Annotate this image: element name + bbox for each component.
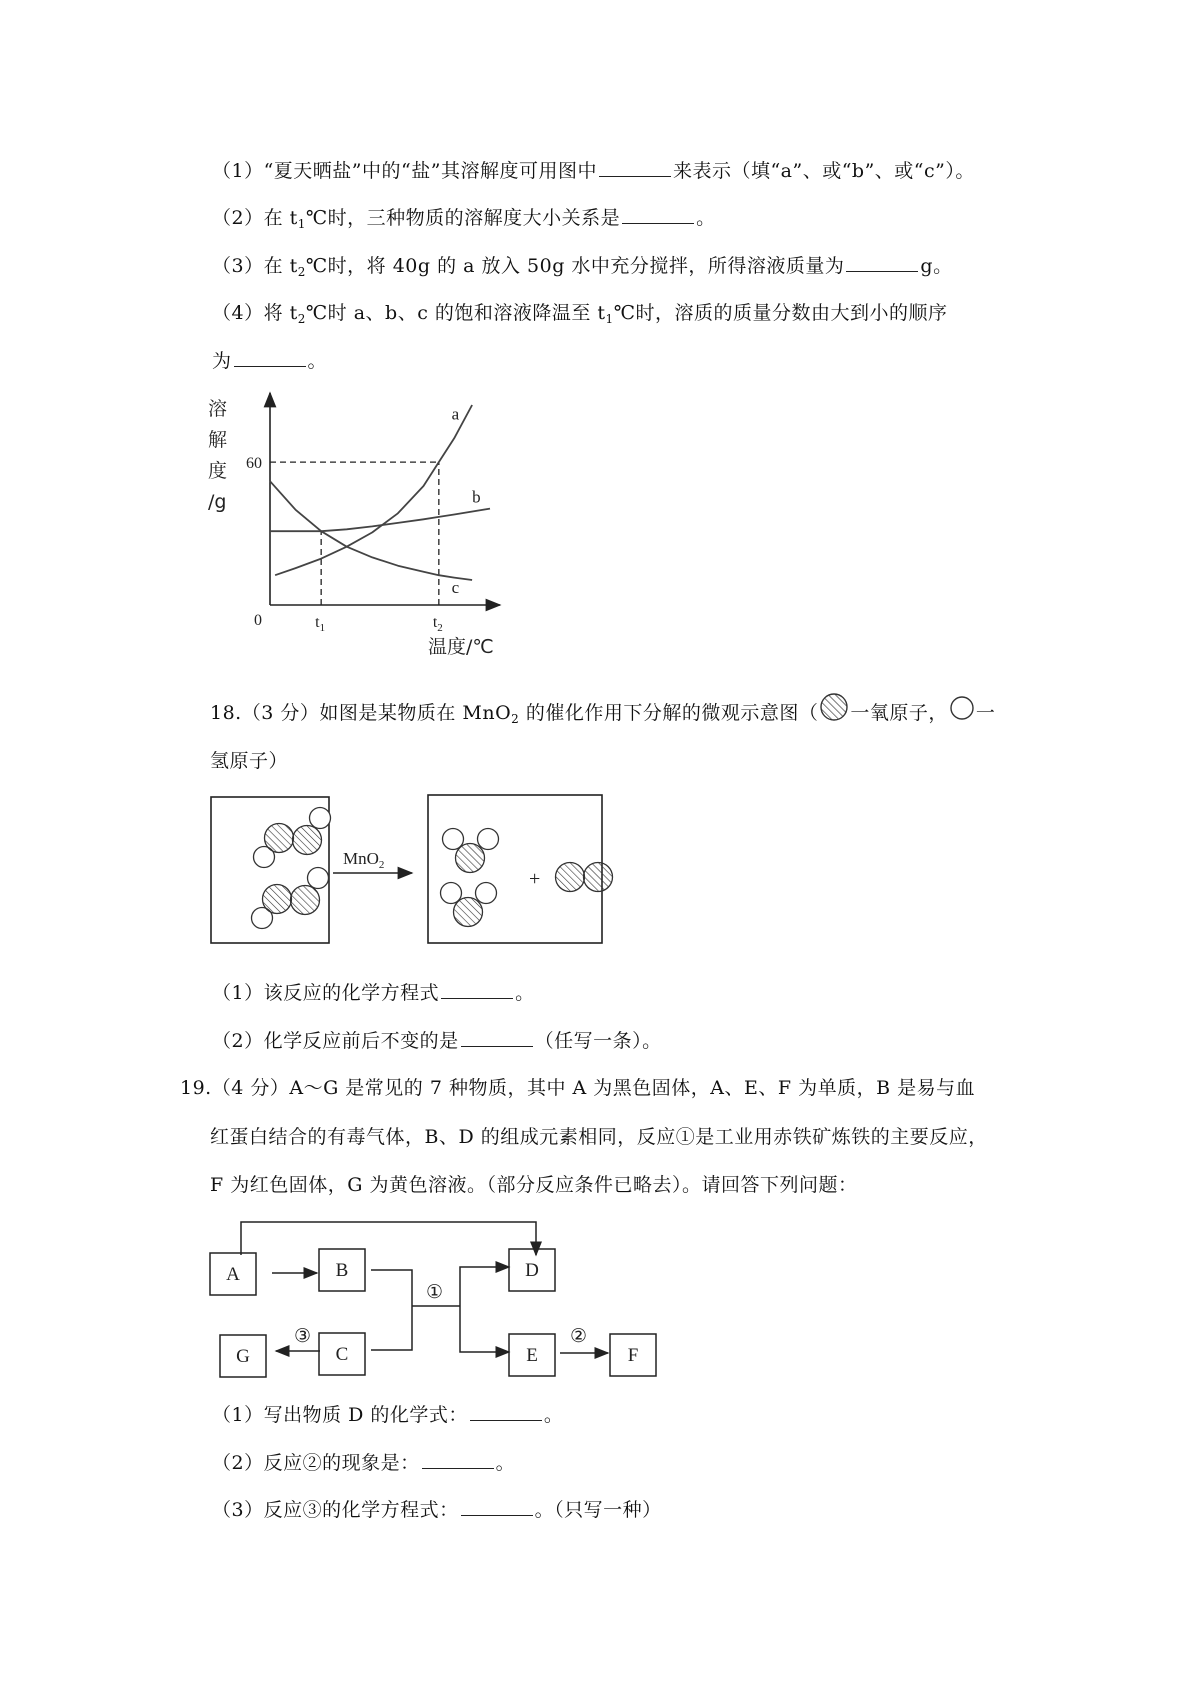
answer-blank[interactable] bbox=[441, 980, 513, 999]
q18-text: 18.（3 分）如图是某物质在 MnO bbox=[210, 702, 512, 724]
q17-sub4 bbox=[212, 300, 947, 332]
q18-text-continued: 氢原子） bbox=[210, 750, 289, 772]
box-D-label: D bbox=[525, 1260, 539, 1281]
y-tick-label: 60 bbox=[246, 455, 262, 473]
q17-sub2-suffix: 。 bbox=[696, 207, 716, 229]
q19-sub1-suffix: 。 bbox=[543, 1404, 564, 1426]
oxygen-atom bbox=[293, 826, 322, 855]
answer-blank[interactable] bbox=[234, 348, 306, 367]
reaction-3-label: ③ bbox=[294, 1325, 312, 1347]
q17-sub2-mid: ℃时，三种物质的溶解度大小关系是 bbox=[305, 207, 621, 229]
q19-text-continued: 红蛋白结合的有毒气体，B、D 的组成元素相同，反应①是工业用赤铁矿炼铁的主要反应， bbox=[210, 1126, 988, 1148]
hydrogen-atom bbox=[308, 868, 329, 889]
subscript: 2 bbox=[511, 712, 520, 726]
series-a-curve bbox=[275, 405, 472, 575]
q17-sub2-text: （2）在 t bbox=[212, 207, 298, 229]
q19-sub1 bbox=[212, 1402, 563, 1428]
q17-sub4-suffix: ℃时，溶质的质量分数由大到小的顺序 bbox=[613, 302, 948, 324]
solubility-chart bbox=[200, 390, 520, 660]
series-c-label: c bbox=[451, 578, 460, 598]
q18-line2 bbox=[210, 748, 288, 774]
hydrogen-atom-icon bbox=[948, 695, 976, 723]
q17-sub3-mid: ℃时，将 40g 的 a 放入 50g 水中充分搅拌，所得溶液质量为 bbox=[305, 255, 845, 277]
answer-blank[interactable] bbox=[599, 158, 671, 177]
molecular-reaction-diagram bbox=[200, 790, 630, 950]
x-tick-label: $t_2$ bbox=[432, 614, 443, 634]
answer-blank[interactable] bbox=[461, 1028, 533, 1047]
q17-sub3-text: （3）在 t bbox=[212, 255, 298, 277]
q17-sub4-text: （4）将 t bbox=[212, 302, 298, 324]
catalyst-subscript: 2 bbox=[378, 859, 385, 871]
reaction-1-label: ① bbox=[426, 1281, 444, 1303]
q17-sub3 bbox=[212, 253, 953, 285]
oxygen-atom-icon bbox=[818, 692, 850, 724]
q19-text: 19.（4 分）A～G 是常见的 7 种物质，其中 A 为黑色固体，A、E、F 为单质，B 是易与血 bbox=[180, 1077, 976, 1099]
q19-sub1-text: （1）写出物质 D 的化学式： bbox=[212, 1404, 468, 1426]
q19-line2 bbox=[210, 1124, 988, 1150]
q19-sub2-suffix: 。 bbox=[495, 1452, 516, 1474]
q19-sub2 bbox=[212, 1450, 515, 1476]
water-molecule bbox=[443, 829, 499, 873]
oxygen-atom bbox=[556, 863, 585, 892]
y-axis-label-char: 度 bbox=[208, 460, 228, 482]
subscript: 2 bbox=[297, 265, 306, 279]
oxygen-atom bbox=[454, 898, 483, 927]
q19-sub3-suffix: 。（只写一种） bbox=[534, 1499, 662, 1521]
series-b-curve bbox=[270, 509, 490, 532]
oxygen-atom bbox=[456, 844, 485, 873]
oxygen-legend-text: 一氧原子， bbox=[850, 702, 948, 724]
q19-sub3 bbox=[212, 1497, 662, 1523]
hydrogen-atom bbox=[310, 808, 331, 829]
q17-sub1-text: （1）“夏天晒盐”中的“盐”其溶解度可用图中 bbox=[212, 160, 597, 182]
q17-sub4-cont-suffix: 。 bbox=[307, 350, 328, 372]
series-b-label: b bbox=[472, 487, 481, 507]
y-axis-label bbox=[208, 398, 227, 513]
q19-line1 bbox=[180, 1075, 975, 1101]
h2o2-molecule bbox=[254, 808, 331, 868]
oxygen-atom bbox=[584, 863, 613, 892]
q18-line1 bbox=[210, 700, 995, 732]
x-tick-label: $t_1$ bbox=[315, 614, 326, 634]
arrow-to-d bbox=[460, 1267, 509, 1306]
arrow-a-to-d bbox=[241, 1222, 536, 1255]
arrow-to-e bbox=[460, 1306, 509, 1352]
y-axis-label-char: /g bbox=[208, 491, 227, 513]
q18-text-mid: 的催化作用下分解的微观示意图（ bbox=[519, 702, 819, 724]
oxygen-atom bbox=[263, 885, 292, 914]
box-E-label: E bbox=[526, 1345, 538, 1366]
q17-sub4-cont-text: 为 bbox=[212, 350, 232, 372]
box-B-label: B bbox=[335, 1260, 349, 1281]
guide-lines bbox=[270, 462, 439, 605]
hydrogen-atom bbox=[476, 883, 497, 904]
h2o2-molecule bbox=[252, 868, 329, 929]
subscript: 1 bbox=[605, 312, 614, 326]
q19-line3 bbox=[210, 1172, 857, 1198]
catalyst-text: MnO bbox=[343, 849, 379, 868]
oxygen-atom bbox=[265, 824, 294, 853]
oxygen-molecule bbox=[556, 863, 613, 892]
answer-blank[interactable] bbox=[470, 1402, 542, 1421]
q17-sub2 bbox=[212, 205, 716, 237]
q18-sub1-text: （1）该反应的化学方程式 bbox=[212, 982, 440, 1004]
reaction-2-label: ② bbox=[570, 1325, 588, 1347]
origin-label: 0 bbox=[254, 612, 262, 629]
answer-blank[interactable] bbox=[622, 205, 694, 224]
q17-sub4-continued bbox=[212, 348, 327, 374]
answer-blank[interactable] bbox=[461, 1497, 533, 1516]
subscript: 2 bbox=[297, 312, 306, 326]
hydrogen-atom bbox=[478, 829, 499, 850]
q18-sub2-suffix: （任写一条）。 bbox=[534, 1030, 662, 1052]
series-curves bbox=[270, 404, 490, 597]
box-A-label: A bbox=[226, 1264, 240, 1285]
y-axis-label-char: 溶 bbox=[208, 398, 228, 420]
hydrogen-legend-text: 一 bbox=[975, 702, 996, 724]
q19-sub2-text: （2）反应②的现象是： bbox=[212, 1452, 420, 1474]
subscript: 1 bbox=[297, 217, 306, 231]
series-a-label: a bbox=[451, 404, 460, 424]
q19-text-continued: F 为红色固体，G 为黄色溶液。（部分反应条件已略去）。请回答下列问题： bbox=[210, 1174, 858, 1196]
water-molecule bbox=[441, 883, 497, 927]
q19-sub3-text: （3）反应③的化学方程式： bbox=[212, 1499, 459, 1521]
q17-sub4-mid: ℃时 a、b、c 的饱和溶液降温至 t bbox=[305, 302, 606, 324]
catalyst-label bbox=[343, 849, 384, 871]
box-G-label: G bbox=[236, 1346, 250, 1367]
x-axis-label: 温度/℃ bbox=[428, 636, 494, 658]
q18-sub1 bbox=[212, 980, 535, 1006]
q18-sub2 bbox=[212, 1028, 662, 1054]
substance-flow-diagram bbox=[200, 1205, 670, 1380]
connector-b bbox=[371, 1270, 412, 1350]
q17-sub1 bbox=[212, 158, 975, 184]
box-C-label: C bbox=[335, 1344, 349, 1365]
y-axis-label-char: 解 bbox=[208, 429, 228, 451]
q18-sub2-text: （2）化学反应前后不变的是 bbox=[212, 1030, 459, 1052]
q17-sub1-suffix: 来表示（填“a”、或“b”、或“c”）。 bbox=[672, 160, 975, 182]
box-F-label: F bbox=[627, 1345, 639, 1366]
q18-sub1-suffix: 。 bbox=[515, 982, 535, 1004]
oxygen-atom bbox=[291, 886, 320, 915]
q17-sub3-suffix: g。 bbox=[920, 255, 953, 277]
answer-blank[interactable] bbox=[846, 253, 918, 272]
plus-sign: + bbox=[529, 868, 541, 890]
answer-blank[interactable] bbox=[422, 1450, 494, 1469]
